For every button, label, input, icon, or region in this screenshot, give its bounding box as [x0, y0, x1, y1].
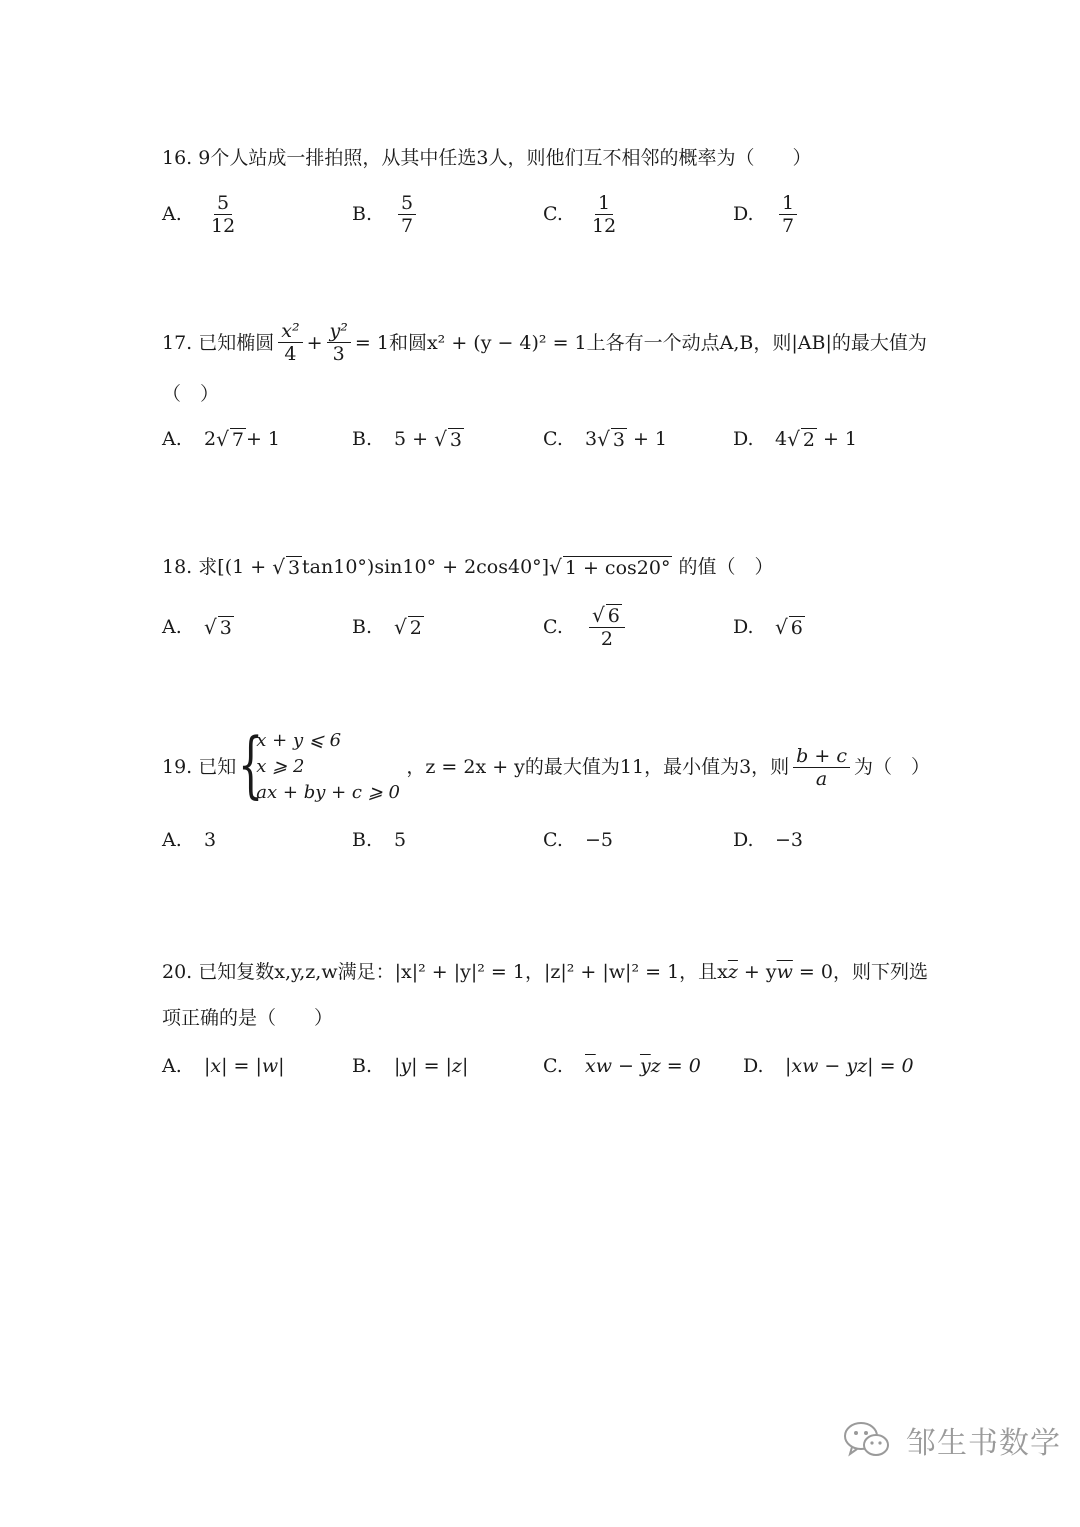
question-20: [162, 957, 930, 1033]
conjugate-z: $\overline{z}$: [727, 961, 738, 983]
option-label: C.: [543, 616, 563, 638]
options-16: [162, 186, 942, 242]
fraction: $\frac{√ 6}{2}$: [589, 604, 625, 650]
option-label: B.: [352, 428, 373, 450]
question-16: [162, 143, 930, 173]
fraction: $\frac{5}{7}$: [398, 192, 416, 237]
stem-line-2: 项正确的是（ ）: [162, 1007, 334, 1029]
constraint: ax + by + c ⩾ 0: [256, 782, 400, 803]
plus-sign: +: [306, 331, 323, 354]
option-c[interactable]: C. $\overline{x}$ w − $\overline{y}$ z = 0: [543, 1055, 701, 1077]
stem-text: 已知复数x,y,z,w满足：|x|² + |y|² = 1，|z|² + |w|² = 1，且x: [198, 961, 728, 983]
stem-text: = 1和圆x² + (y − 4)² = 1上各有一个动点A,B，则|AB|的最大值为: [354, 331, 927, 354]
radical: 3: [287, 556, 301, 579]
option-label: B.: [352, 1055, 373, 1077]
option-d[interactable]: [733, 186, 801, 242]
question-17: [162, 320, 930, 409]
options-19: [162, 812, 942, 868]
option-b[interactable]: B. |y| = |z|: [352, 1055, 469, 1077]
fraction: $\frac{1}{12}$: [592, 191, 617, 237]
question-stem: [162, 722, 930, 806]
answer-blank: （ ）: [162, 383, 220, 405]
options-18: [162, 599, 942, 655]
left-brace: {: [238, 722, 264, 806]
option-label: D.: [733, 428, 754, 450]
stem-text: ，z = 2x + y的最大值为11，最小值为3，则: [406, 756, 790, 778]
option-c[interactable]: C. 3 √ 3 + 1: [543, 427, 668, 451]
options-17: [162, 411, 942, 467]
question-18: [162, 552, 930, 582]
option-label: D.: [733, 616, 754, 638]
option-label: C.: [543, 203, 563, 225]
option-label: A.: [162, 203, 182, 225]
options-20: [162, 1038, 942, 1094]
option-label: D.: [733, 203, 754, 225]
question-number: 20.: [162, 961, 193, 983]
constraint: x ⩾ 2: [256, 756, 305, 777]
expression: [(1 +: [217, 556, 273, 578]
fraction: $\frac{1}{7}$: [779, 192, 797, 237]
radical: 1 + cos20°: [564, 556, 671, 579]
question-number: 18.: [162, 556, 193, 578]
option-label: A.: [162, 829, 182, 851]
stem-text: 9个人站成一排拍照，从其中任选3人，则他们互不相邻的概率为（ ）: [198, 147, 812, 169]
fraction-y2-3: $\frac{\text{y²}}{3}$: [327, 320, 351, 365]
stem-text: 已知: [198, 756, 237, 778]
option-label: C.: [543, 428, 563, 450]
option-d[interactable]: D. −3: [733, 829, 804, 851]
option-label: C.: [543, 829, 563, 851]
option-b[interactable]: B. 5 + √ 3: [352, 427, 462, 451]
option-label: A.: [162, 1055, 182, 1077]
question-stem: [162, 143, 930, 173]
constraint: x + y ⩽ 6: [256, 730, 342, 751]
question-number: 16.: [162, 147, 193, 169]
radical: 3: [612, 428, 625, 451]
option-a[interactable]: A. √ 3: [162, 615, 232, 639]
question-stem: 18. 求 [(1 + √ 3 tan10°)sin10° + 2cos40°] √ 1 + cos20° 的值（ ）: [162, 552, 930, 582]
watermark-text: 邹生书数学: [906, 1426, 1061, 1461]
question-stem: 20. 已知复数x,y,z,w满足：|x|² + |y|² = 1，|z|² + |w|² = 1，且x $\overline{z}$ + y $\overline{w}$ = 0，则下列选: [162, 957, 930, 987]
question-number: 17.: [162, 331, 193, 354]
radical: 3: [219, 616, 232, 639]
option-b[interactable]: B. 5: [352, 829, 407, 851]
expression: tan10°)sin10° + 2cos40°]: [302, 556, 550, 578]
stem-text: 求: [198, 556, 218, 578]
radical: 6: [790, 616, 803, 639]
watermark: [842, 1418, 1061, 1462]
radical: 2: [409, 616, 422, 639]
option-c[interactable]: [543, 186, 623, 242]
option-d[interactable]: D. 4 √ 2 + 1: [733, 427, 858, 451]
conjugate-w: $\overline{w}$: [776, 961, 793, 983]
option-label: D.: [733, 829, 754, 851]
option-label: A.: [162, 616, 182, 638]
radical: 3: [449, 428, 462, 451]
option-a[interactable]: A. 2 √ 7 + 1: [162, 427, 280, 451]
fraction-x2-4: $\frac{\text{x²}}{4}$: [278, 320, 302, 365]
question-stem: [162, 320, 930, 365]
stem-text: 的值（ ）: [678, 556, 774, 578]
stem-text: 已知椭圆: [198, 331, 275, 354]
option-c[interactable]: C. −5: [543, 829, 614, 851]
question-19: [162, 722, 930, 806]
radical: 2: [802, 428, 815, 451]
fraction: $\frac{b + c}{a}$: [793, 745, 850, 790]
option-c[interactable]: [543, 599, 629, 655]
option-d[interactable]: D. √ 6: [733, 615, 803, 639]
option-b[interactable]: B. √ 2: [352, 615, 422, 639]
question-number: 19.: [162, 756, 193, 778]
option-label: C.: [543, 1055, 563, 1077]
option-a[interactable]: A. 3: [162, 829, 217, 851]
option-d[interactable]: D. |xw − yz| = 0: [743, 1055, 914, 1077]
option-label: A.: [162, 428, 182, 450]
inequality-system: [238, 722, 400, 806]
fraction: $\frac{5}{12}$: [211, 191, 236, 237]
option-label: D.: [743, 1055, 764, 1077]
radical: 7: [231, 428, 244, 451]
stem-text: 为（ ）: [853, 756, 930, 778]
option-label: B.: [352, 203, 373, 225]
option-label: B.: [352, 616, 373, 638]
option-a[interactable]: [162, 186, 242, 242]
wechat-icon: [842, 1420, 892, 1460]
option-b[interactable]: [352, 186, 420, 242]
option-a[interactable]: A. |x| = |w|: [162, 1055, 285, 1077]
option-label: B.: [352, 829, 373, 851]
